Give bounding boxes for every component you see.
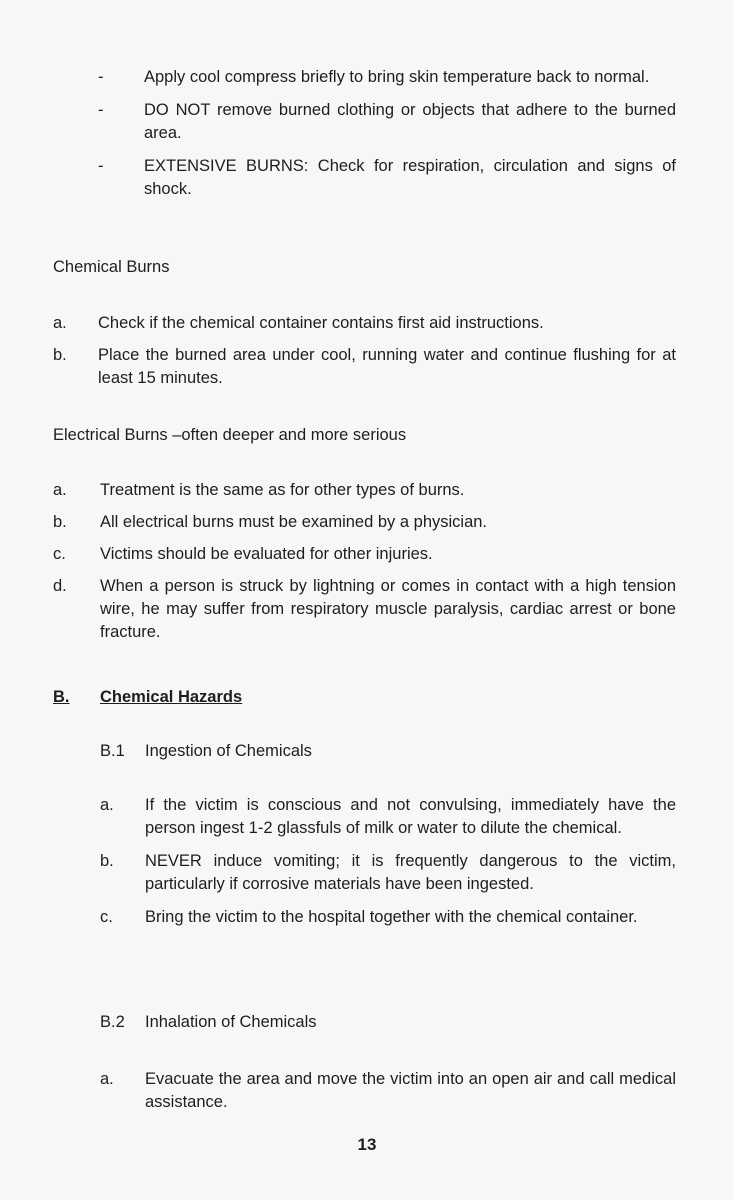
subsection-title: Inhalation of Chemicals — [145, 1013, 317, 1031]
item-marker: b. — [100, 852, 114, 870]
list-item — [53, 344, 676, 390]
item-text: NEVER induce vomiting; it is frequently dangerous to the victim, particularly if corrosive materials have been ingested. — [145, 852, 676, 893]
item-marker: c. — [53, 545, 66, 563]
electrical-burns-title: Electrical Burns –often deeper and more serious — [53, 426, 407, 444]
section-number: B. — [53, 688, 70, 706]
list-item — [100, 906, 676, 929]
list-item — [100, 1068, 676, 1114]
item-text: If the victim is conscious and not convulsing, immediately have the person ingest 1-2 glassfuls of milk or water to dilute the chemical. — [145, 796, 676, 837]
item-text: Evacuate the area and move the victim into an open air and call medical assistance. — [145, 1070, 676, 1111]
list-item — [53, 543, 676, 566]
subsection-number: B.1 — [100, 742, 125, 760]
item-text: Victims should be evaluated for other injuries. — [100, 545, 433, 563]
item-marker: c. — [100, 908, 113, 926]
item-marker: a. — [100, 796, 114, 814]
list-item — [53, 511, 676, 534]
bullet-text: DO NOT remove burned clothing or objects that adhere to the burned area. — [144, 101, 676, 142]
page-number: 13 — [357, 1135, 377, 1154]
bullet-marker: - — [98, 101, 104, 119]
item-text: Treatment is the same as for other types of burns. — [100, 481, 465, 499]
top-bullet-list — [98, 66, 676, 201]
subsection-b1-heading — [100, 740, 312, 763]
item-marker: b. — [53, 513, 67, 531]
subsection-number: B.2 — [100, 1013, 125, 1031]
item-text: Check if the chemical container contains first aid instructions. — [98, 314, 544, 332]
list-item — [53, 575, 676, 644]
inhalation-list — [100, 1068, 676, 1114]
subsection-title: Ingestion of Chemicals — [145, 742, 312, 760]
item-marker: a. — [53, 481, 67, 499]
list-item — [98, 155, 676, 201]
item-marker: a. — [53, 314, 67, 332]
item-text: Bring the victim to the hospital together with the chemical container. — [145, 908, 638, 926]
electrical-burns-list — [53, 479, 676, 644]
chemical-burns-list — [53, 312, 676, 390]
item-marker: a. — [100, 1070, 114, 1088]
list-item — [53, 312, 676, 335]
section-title: Chemical Hazards — [100, 688, 243, 706]
bullet-text: EXTENSIVE BURNS: Check for respiration, circulation and signs of shock. — [144, 157, 676, 198]
bullet-marker: - — [98, 157, 104, 175]
section-b-heading — [53, 686, 242, 709]
list-item — [98, 66, 676, 89]
item-text: Place the burned area under cool, running water and continue flushing for at least 15 minutes. — [98, 346, 676, 387]
item-marker: b. — [53, 346, 67, 364]
list-item — [53, 479, 676, 502]
subsection-b2-heading — [100, 1011, 317, 1034]
list-item — [98, 99, 676, 145]
ingestion-list — [100, 794, 676, 929]
list-item — [100, 794, 676, 840]
item-text: All electrical burns must be examined by a physician. — [100, 513, 488, 531]
bullet-text: Apply cool compress briefly to bring skin temperature back to normal. — [144, 68, 650, 86]
chemical-burns-title: Chemical Burns — [53, 258, 170, 276]
item-marker: d. — [53, 577, 67, 595]
item-text: When a person is struck by lightning or comes in contact with a high tension wire, he may suffer from respiratory muscle paralysis, cardiac arrest or bone fracture. — [100, 577, 676, 641]
list-item — [100, 850, 676, 896]
bullet-marker: - — [98, 68, 104, 86]
